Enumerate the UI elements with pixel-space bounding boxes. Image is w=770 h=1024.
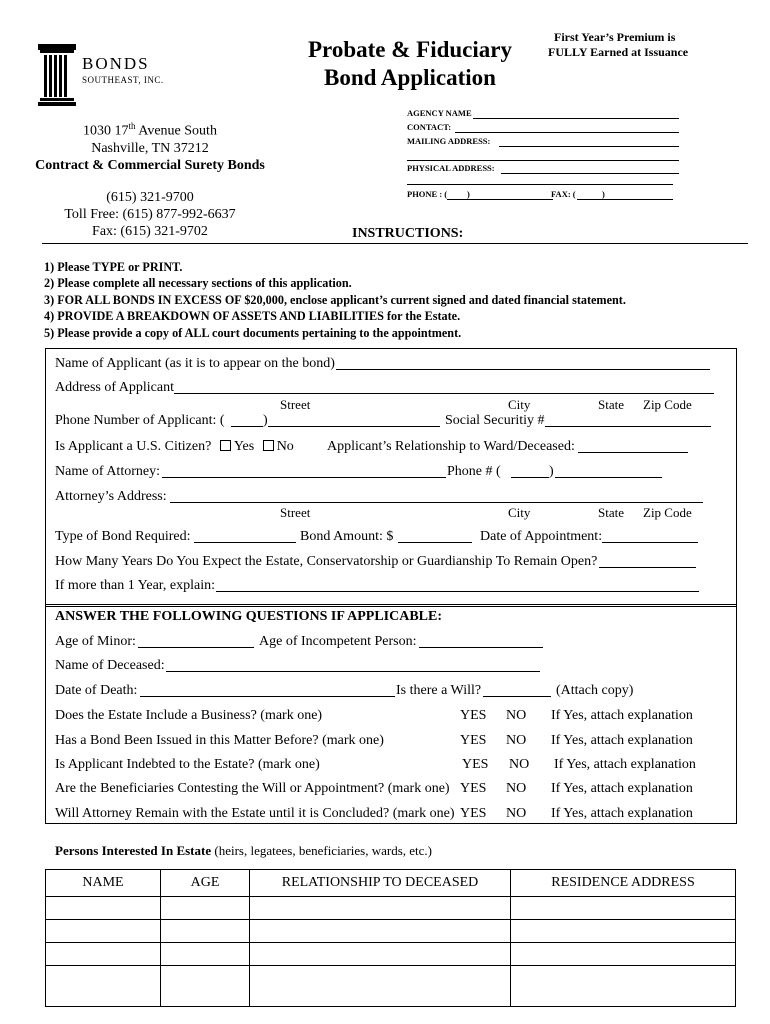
logo-sub: SOUTHEAST, INC. (82, 75, 164, 85)
bond-amount-label: Bond Amount: $ (300, 529, 394, 544)
relationship-field[interactable] (578, 452, 688, 453)
table-row (46, 943, 736, 966)
explain-label: If more than 1 Year, explain: (55, 578, 216, 593)
question-yes[interactable]: YES (460, 733, 487, 748)
death-date-label: Date of Death: (55, 683, 138, 698)
instructions-heading: INSTRUCTIONS: (352, 226, 464, 241)
company-tagline: Contract & Commercial Surety Bonds (35, 157, 265, 173)
agency-phone-label: PHONE : ( (407, 189, 448, 199)
instruction-item: 5) Please provide a copy of ALL court documents pertaining to the appointment. (44, 325, 462, 340)
page-title (290, 36, 530, 92)
applicant-phone-area-field[interactable] (231, 426, 263, 427)
street-number: 1030 17 (83, 123, 129, 139)
years-open-field[interactable] (599, 567, 696, 568)
question-no[interactable]: NO (506, 806, 527, 821)
attorney-city-caption: City (508, 505, 531, 520)
relationship-cell[interactable] (250, 920, 511, 943)
address-cell[interactable] (511, 897, 736, 920)
agency-name-field[interactable] (473, 108, 679, 119)
applicant-phone-field[interactable] (268, 426, 440, 427)
attorney-address-field[interactable] (170, 502, 703, 503)
question-yes[interactable]: YES (462, 757, 489, 772)
agency-fax-paren: ) (602, 189, 605, 199)
persons-heading-rest: (heirs, legatees, beneficiaries, wards, etc.) (211, 843, 433, 858)
minor-age-label: Age of Minor: (55, 634, 136, 649)
attorney-name-label: Name of Attorney: (55, 464, 160, 479)
address-cell[interactable] (511, 966, 736, 1007)
physical-address-label: PHYSICAL ADDRESS: (407, 163, 495, 173)
question-text: Is Applicant Indebted to the Estate? (mark one) (55, 757, 320, 772)
name-cell[interactable] (46, 920, 161, 943)
title-line-1: Probate & Fiduciary (308, 37, 512, 62)
question-note: If Yes, attach explanation (551, 733, 693, 748)
questions-heading: ANSWER THE FOLLOWING QUESTIONS IF APPLICABLE: (55, 609, 443, 624)
street-caption: Street (280, 397, 311, 412)
deceased-name-label: Name of Deceased: (55, 658, 165, 673)
question-yes[interactable]: YES (460, 806, 487, 821)
minor-age-field[interactable] (138, 647, 254, 648)
agency-name-label: AGENCY NAME (407, 108, 472, 118)
bond-amount-field[interactable] (398, 542, 472, 543)
address-cell[interactable] (511, 943, 736, 966)
ssn-field[interactable] (545, 426, 711, 427)
applicant-name-field[interactable] (336, 369, 710, 370)
attorney-zip-caption: Zip Code (643, 505, 692, 520)
question-no[interactable]: NO (506, 733, 527, 748)
instructions-list (44, 259, 626, 341)
contact-field[interactable] (455, 122, 679, 133)
mailing-address-label: MAILING ADDRESS: (407, 136, 491, 146)
applicant-address-label: Address of Applicant (55, 380, 174, 395)
incompetent-age-field[interactable] (419, 647, 543, 648)
citizen-label: Is Applicant a U.S. Citizen? (55, 439, 212, 454)
years-open-label: How Many Years Do You Expect the Estate, Conservatorship or Guardianship To Remain Open? (55, 554, 598, 569)
age-cell[interactable] (161, 943, 250, 966)
name-cell[interactable] (46, 943, 161, 966)
question-note: If Yes, attach explanation (554, 757, 696, 772)
column-header-age: AGE (161, 870, 250, 897)
attach-copy-note: (Attach copy) (556, 683, 634, 698)
name-cell[interactable] (46, 897, 161, 920)
relationship-cell[interactable] (250, 897, 511, 920)
attorney-state-caption: State (598, 505, 624, 520)
company-fax: Fax: (615) 321-9702 (92, 223, 208, 239)
citizen-yes-label: Yes (233, 439, 255, 454)
state-caption: State (598, 397, 624, 412)
premium-line-1: First Year’s Premium is (554, 30, 676, 44)
deceased-name-field[interactable] (166, 671, 540, 672)
explain-field[interactable] (216, 591, 699, 592)
persons-heading (55, 843, 432, 859)
city-caption: City (508, 397, 531, 412)
attorney-phone-label: Phone # ( (447, 464, 501, 479)
question-note: If Yes, attach explanation (551, 708, 693, 723)
column-header-address: RESIDENCE ADDRESS (511, 870, 736, 897)
relationship-cell[interactable] (250, 966, 511, 1007)
mailing-address-field[interactable] (499, 136, 679, 147)
citizen-yes-checkbox[interactable] (220, 440, 231, 451)
question-text: Has a Bond Been Issued in this Matter Before? (mark one) (55, 733, 384, 748)
street-sup: th (128, 121, 136, 131)
persons-heading-bold: Persons Interested In Estate (55, 843, 212, 858)
will-field[interactable] (483, 696, 551, 697)
applicant-address-field[interactable] (174, 393, 714, 394)
appointment-date-field[interactable] (602, 542, 698, 543)
instruction-item: 3) FOR ALL BONDS IN EXCESS OF $20,000, enclose applicant’s current signed and dated financial statement. (44, 292, 626, 307)
age-cell[interactable] (161, 920, 250, 943)
persons-table (45, 869, 736, 1007)
question-note: If Yes, attach explanation (551, 806, 693, 821)
question-no[interactable]: NO (509, 757, 530, 772)
applicant-phone-label: Phone Number of Applicant: ( (55, 413, 225, 428)
company-city: Nashville, TN 37212 (91, 140, 209, 156)
instruction-item: 2) Please complete all necessary sections of this application. (44, 276, 352, 291)
ssn-label: Social Securitiy # (445, 413, 545, 428)
appointment-date-label: Date of Appointment: (480, 529, 603, 544)
attorney-street-caption: Street (280, 505, 311, 520)
company-logo (38, 44, 168, 106)
attorney-phone-field[interactable] (555, 477, 662, 478)
question-text: Are the Beneficiaries Contesting the Will or Appointment? (mark one) (55, 781, 450, 796)
instruction-item: 1) Please TYPE or PRINT. (44, 260, 183, 274)
company-phone: (615) 321-9700 (106, 189, 194, 205)
column-header-relationship: RELATIONSHIP TO DECEASED (250, 870, 511, 897)
will-label: Is there a Will? (396, 683, 482, 698)
citizen-no-label: No (276, 439, 294, 454)
question-text: Will Attorney Remain with the Estate until it is Concluded? (mark one) (55, 806, 455, 821)
title-line-2: Bond Application (324, 65, 496, 90)
instruction-item: 4) PROVIDE A BREAKDOWN OF ASSETS AND LIABILITIES for the Estate. (44, 309, 461, 324)
table-row (46, 966, 736, 1007)
incompetent-age-label: Age of Incompetent Person: (259, 634, 417, 649)
contact-label: CONTACT: (407, 122, 452, 132)
question-yes[interactable]: YES (460, 708, 487, 723)
agency-phone-paren: ) (467, 189, 470, 199)
relationship-cell[interactable] (250, 943, 511, 966)
table-row (46, 920, 736, 943)
header-divider (42, 243, 748, 244)
question-yes[interactable]: YES (460, 781, 487, 796)
physical-address-field-2[interactable] (407, 184, 673, 185)
applicant-name-label: Name of Applicant (as it is to appear on the bond) (55, 356, 335, 371)
zip-caption: Zip Code (643, 397, 692, 412)
attorney-phone-paren: ) (549, 464, 554, 479)
question-text: Does the Estate Include a Business? (mark one) (55, 708, 323, 723)
question-note: If Yes, attach explanation (551, 781, 693, 796)
column-logo-icon (38, 44, 78, 106)
agency-fax-field[interactable] (577, 189, 673, 200)
age-cell[interactable] (161, 897, 250, 920)
attorney-name-field[interactable] (162, 477, 446, 478)
bond-type-label: Type of Bond Required: (55, 529, 191, 544)
premium-line-2: FULLY Earned at Issuance (548, 45, 689, 59)
street-rest: Avenue South (135, 123, 217, 139)
age-cell[interactable] (161, 966, 250, 1007)
phone-paren: ) (263, 413, 268, 428)
question-no[interactable]: NO (506, 708, 527, 723)
company-address (30, 118, 270, 240)
physical-address-field[interactable] (501, 163, 679, 174)
attorney-phone-area-field[interactable] (511, 477, 549, 478)
attorney-address-label: Attorney’s Address: (55, 489, 167, 504)
logo-name: BONDS (82, 54, 150, 73)
table-header-row (46, 870, 736, 897)
relationship-label: Applicant’s Relationship to Ward/Deceased: (327, 439, 575, 454)
table-row (46, 897, 736, 920)
agency-phone-field[interactable] (447, 189, 553, 200)
death-date-field[interactable] (140, 696, 395, 697)
address-cell[interactable] (511, 920, 736, 943)
column-header-name: NAME (46, 870, 161, 897)
question-no[interactable]: NO (506, 781, 527, 796)
company-tollfree: Toll Free: (615) 877-992-6637 (64, 206, 236, 222)
premium-note (548, 30, 688, 60)
company-street (30, 118, 270, 140)
citizen-no-checkbox[interactable] (263, 440, 274, 451)
mailing-address-field-2[interactable] (407, 160, 679, 161)
name-cell[interactable] (46, 966, 161, 1007)
bond-type-field[interactable] (194, 542, 296, 543)
agency-fax-label: FAX: ( (551, 189, 576, 199)
